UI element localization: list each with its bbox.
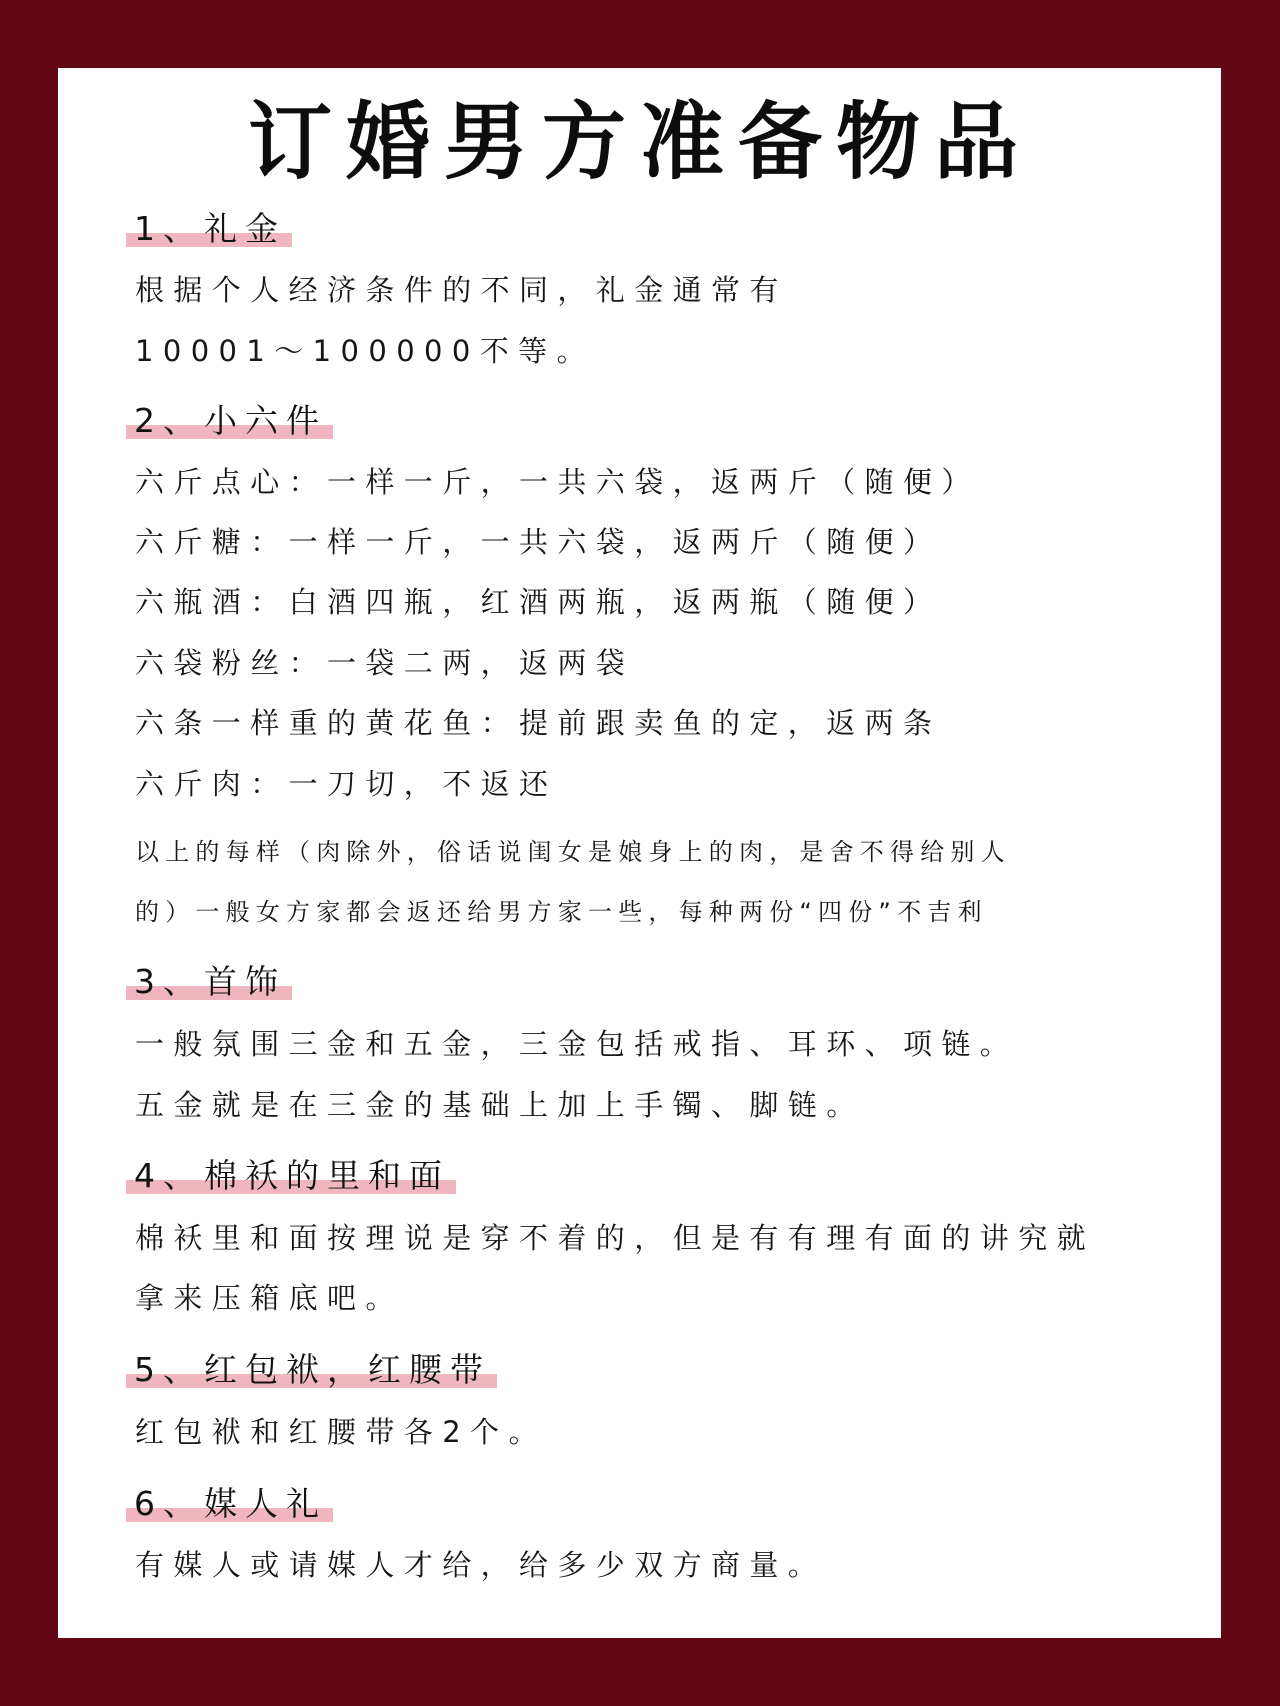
section-heading-2: 2、小六件 (126, 401, 333, 441)
section-heading-6: 6、媒人礼 (126, 1484, 333, 1524)
section-heading-4: 4、棉袄的里和面 (126, 1156, 456, 1196)
section-heading-3: 3、首饰 (126, 962, 292, 1002)
section-1-line-2: 10001～100000不等。 (135, 334, 595, 368)
section-2-note-1: 以上的每样（肉除外，俗话说闺女是娘身上的肉，是舍不得给别人 (135, 838, 1011, 866)
section-2-note-2: 的）一般女方家都会返还给男方家一些，每种两份“四份”不吉利 (135, 898, 988, 926)
section-heading-1: 1、礼金 (126, 209, 292, 249)
section-4-line-1: 棉袄里和面按理说是穿不着的，但是有有理有面的讲究就 (135, 1221, 1096, 1255)
section-5-line-1: 红包袱和红腰带各2个。 (135, 1415, 547, 1449)
section-heading-5: 5、红包袱，红腰带 (126, 1350, 497, 1390)
section-2-line-1: 六斤点心：一样一斤，一共六袋，返两斤（随便） (135, 465, 980, 499)
section-6-line-1: 有媒人或请媒人才给，给多少双方商量。 (135, 1548, 827, 1582)
section-1-line-1: 根据个人经济条件的不同，礼金通常有 (135, 273, 788, 307)
page-title: 订婚男方准备物品 (247, 93, 1032, 191)
section-2-line-4: 六袋粉丝：一袋二两，返两袋 (135, 646, 635, 680)
section-2-line-6: 六斤肉：一刀切，不返还 (135, 767, 558, 801)
section-2-line-3: 六瓶酒：白酒四瓶，红酒两瓶，返两瓶（随便） (135, 585, 942, 619)
section-2-line-5: 六条一样重的黄花鱼：提前跟卖鱼的定，返两条 (135, 706, 942, 740)
section-3-line-1: 一般氛围三金和五金，三金包括戒指、耳环、项链。 (135, 1027, 1019, 1061)
section-4-line-2: 拿来压箱底吧。 (135, 1281, 404, 1315)
section-2-line-2: 六斤糖：一样一斤，一共六袋，返两斤（随便） (135, 525, 942, 559)
section-3-line-2: 五金就是在三金的基础上加上手镯、脚链。 (135, 1088, 865, 1122)
